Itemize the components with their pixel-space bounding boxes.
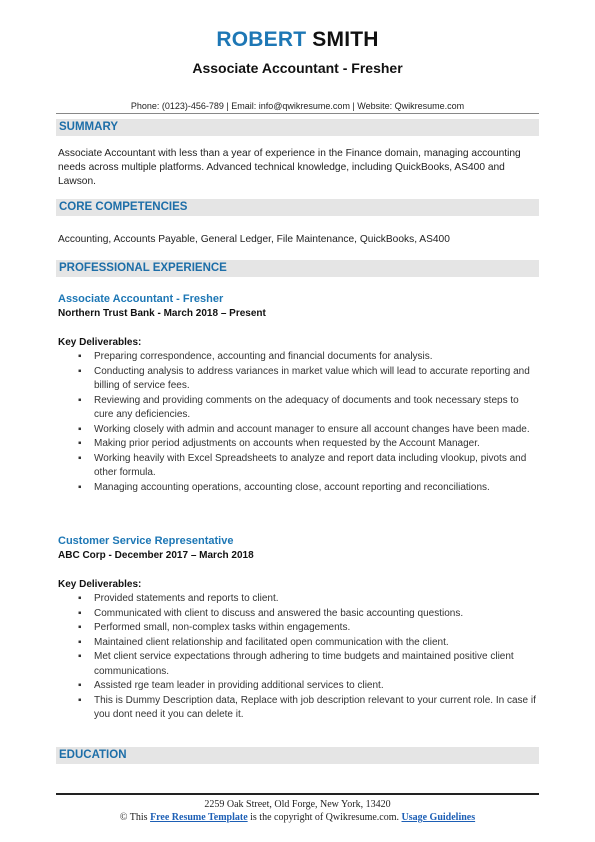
summary-section-header (56, 119, 539, 136)
bullet-icon: ▪ (78, 593, 82, 604)
list-item: ▪ Making prior period adjustments on accounts when requested by the Account Manager. (58, 437, 536, 452)
bullet-icon: ▪ (78, 394, 82, 406)
competencies-text: Accounting, Accounts Payable, General Ledger, File Maintenance, QuickBooks, AS400 (58, 234, 450, 245)
job-title: Associate Accountant - Fresher (192, 60, 403, 76)
list-item: ▪ This is Dummy Description data, Replace with job description relevant to your current role. In case if you dont need it you can delete it. (78, 694, 536, 720)
list-item: ▪ Maintained client relationship and facilitated open communication with the client. (58, 636, 536, 651)
bullet-icon: ▪ (78, 438, 82, 449)
job-company: Northern Trust Bank - March 2018 – Present (58, 308, 266, 319)
bullet-icon: ▪ (78, 651, 82, 662)
experience-section-header (56, 260, 539, 277)
bullet-icon: ▪ (78, 607, 82, 619)
bullet-icon: ▪ (78, 622, 82, 633)
job-role: Associate Accountant - Fresher (58, 293, 224, 305)
list-item: ▪ Conducting analysis to address variances in market value which will lead to accurate reporting and billing of service fees. (78, 365, 530, 391)
bullet-icon: ▪ (78, 423, 82, 435)
footer-divider (56, 793, 539, 795)
last-name: SMITH (312, 28, 379, 51)
section-title: SUMMARY (59, 121, 118, 133)
list-item: ▪ Provided statements and reports to client. (58, 592, 536, 607)
summary-text: Associate Accountant with less than a year of experience in the Finance domain, managing accounting needs across multiple platforms. Advanced technical knowledge, including QuickBooks, AS400 and Lawson. (58, 148, 521, 187)
copyright-text: is the copyright of Qwikresume.com. (250, 812, 399, 823)
free-resume-template-link[interactable]: Free Resume Template (150, 812, 248, 823)
education-section-header (56, 747, 539, 764)
contact-line: Phone: (0123)-456-789 | Email: info@qwikresume.com | Website: Qwikresume.com (130, 101, 465, 111)
bullet-icon: ▪ (78, 636, 82, 648)
section-title: EDUCATION (59, 749, 127, 761)
list-item: ▪ Managing accounting operations, accounting close, account reporting and reconciliations. (58, 481, 536, 496)
deliverables-label: Key Deliverables: (58, 337, 142, 348)
bullet-icon: ▪ (78, 694, 82, 706)
bullet-icon: ▪ (78, 365, 82, 377)
bullet-icon: ▪ (78, 452, 82, 464)
deliverables-label: Key Deliverables: (58, 579, 142, 590)
footer-copyright (0, 812, 595, 823)
list-item: ▪ Assisted rge team leader in providing additional services to client. (58, 679, 536, 694)
copyright-prefix: © This (119, 812, 148, 823)
competencies-section-header (56, 199, 539, 216)
list-item: ▪ Working closely with admin and account manager to ensure all account changes have been made. (58, 423, 536, 438)
deliverables-list (58, 592, 536, 723)
footer-address: 2259 Oak Street, Old Forge, New York, 13420 (204, 799, 391, 810)
list-item: ▪ Reviewing and providing comments on the adequacy of documents and took necessary steps to cure any deficiencies. (78, 394, 519, 420)
list-item: ▪ Performed small, non-complex tasks within engagements. (58, 621, 536, 636)
job-company: ABC Corp - December 2017 – March 2018 (58, 550, 254, 561)
list-item: ▪ Preparing correspondence, accounting and financial documents for analysis. (58, 350, 536, 365)
deliverables-list (58, 350, 536, 495)
bullet-icon: ▪ (78, 481, 82, 493)
contact-divider (56, 113, 539, 114)
candidate-name (0, 28, 595, 52)
bullet-icon: ▪ (78, 351, 82, 362)
list-item: ▪ Communicated with client to discuss and answered the basic accounting questions. (58, 607, 536, 622)
section-title: CORE COMPETENCIES (59, 201, 188, 213)
first-name: ROBERT (216, 28, 307, 51)
job-role: Customer Service Representative (58, 535, 234, 547)
list-item: ▪ Met client service expectations through adhering to time budgets and maintained positive client communications. (78, 651, 514, 677)
section-title: PROFESSIONAL EXPERIENCE (59, 262, 227, 274)
usage-guidelines-link[interactable]: Usage Guidelines (401, 812, 476, 823)
bullet-icon: ▪ (78, 680, 82, 691)
list-item: ▪ Working heavily with Excel Spreadsheets to analyze and report data including vlookup, pivots and other formula. (78, 452, 527, 478)
